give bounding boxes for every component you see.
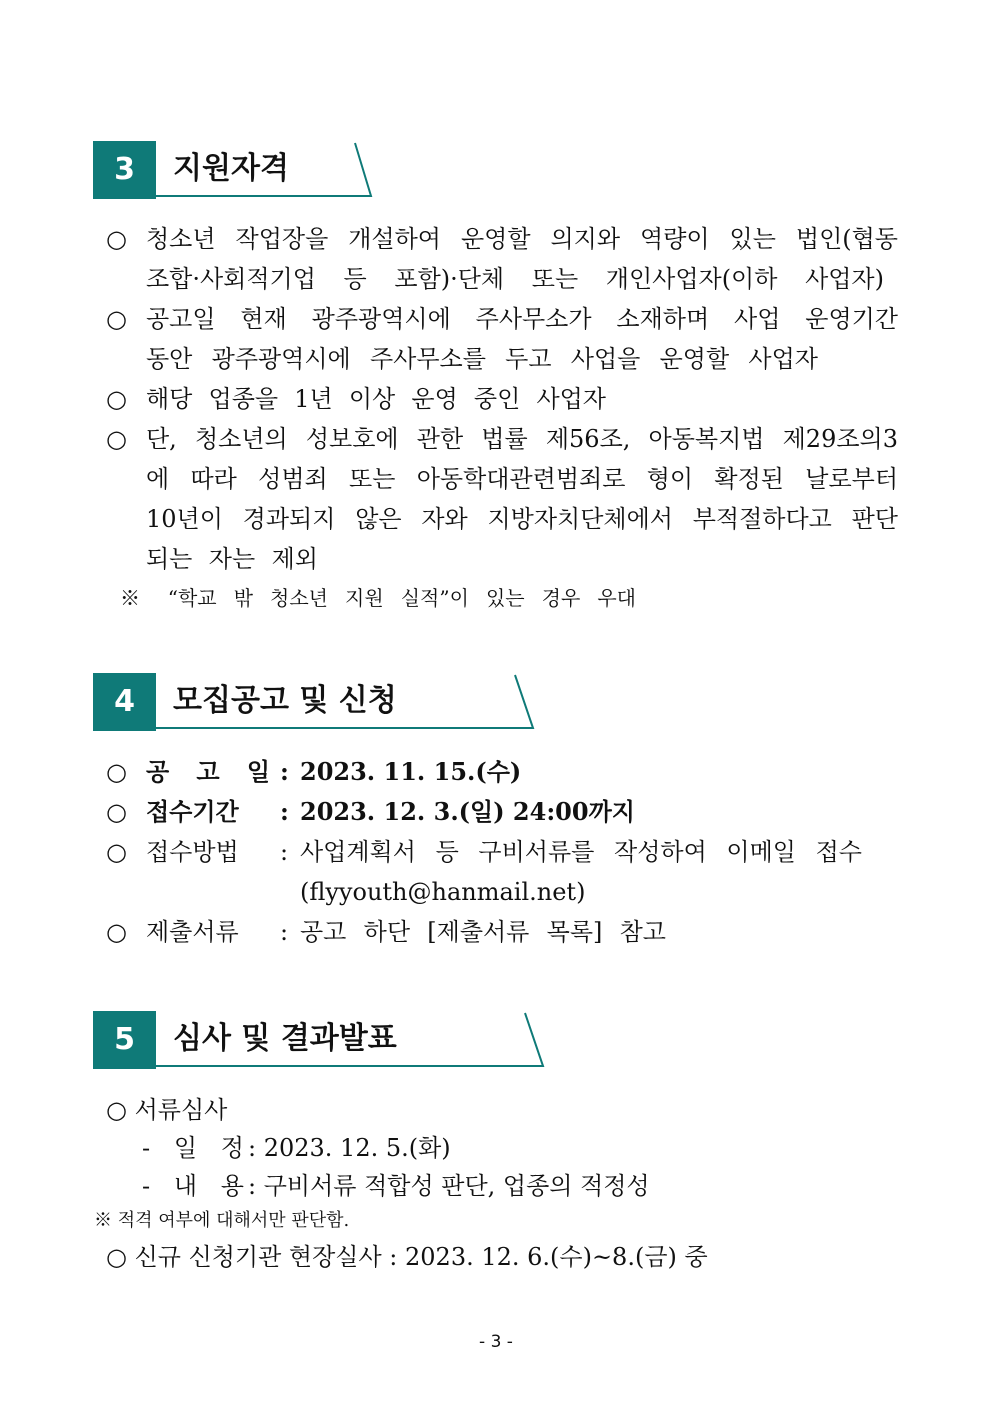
colon: :: [280, 797, 289, 826]
bullet: ○: [106, 305, 127, 333]
bullet: ○: [106, 225, 127, 253]
list-item: ○ 신규 신청기관 현장실사 : 2023. 12. 6.(수)~8.(금) 중: [106, 1243, 708, 1271]
list-item-line: 에 따라 성범죄 또는 아동학대관련범죄로 형이 확정된 날로부터: [146, 465, 898, 493]
row-value: 사업계획서 등 구비서류를 작성하여 이메일 접수: [300, 838, 862, 866]
list-item: ○ 서류심사: [106, 1096, 228, 1124]
list-item-line: 되는 자는 제외: [146, 545, 318, 573]
row-label: 제출서류: [146, 918, 239, 946]
bullet: ○: [106, 385, 127, 413]
bullet: ○: [106, 918, 127, 946]
list-item-line: 10년이 경과되지 않은 자와 지방자치단체에서 부적절하다고 판단: [146, 505, 898, 533]
list-item-line: 청소년 작업장을 개설하여 운영할 의지와 역량이 있는 법인(협동: [146, 225, 898, 253]
list-item-line: 조합·사회적기업 등 포함)·단체 또는 개인사업자(이하 사업자): [146, 265, 884, 293]
list-item-line: 공고일 현재 광주광역시에 주사무소가 소재하며 사업 운영기간: [146, 305, 898, 333]
sub-item-value: : 2023. 12. 5.(화): [248, 1134, 451, 1162]
sub-item-value: : 구비서류 적합성 판단, 업종의 적정성: [248, 1172, 650, 1200]
row-value-email: (flyyouth@hanmail.net): [300, 878, 586, 906]
row-label: 접수방법: [146, 838, 239, 866]
sub-item-label: - 내 용: [142, 1172, 244, 1200]
list-item-line: 동안 광주광역시에 주사무소를 두고 사업을 운영할 사업자: [146, 345, 818, 373]
page-number: - 3 -: [479, 1332, 513, 1352]
list-item-line: 단, 청소년의 성보호에 관한 법률 제56조, 아동복지법 제29조의3: [146, 425, 898, 453]
bullet: ○: [106, 757, 127, 786]
section-4-number: 4: [93, 673, 156, 731]
colon: :: [280, 757, 289, 786]
row-value: 2023. 12. 3.(일) 24:00까지: [300, 797, 635, 826]
row-label: 공 고 일: [146, 757, 270, 786]
section-5-number: 5: [93, 1011, 156, 1069]
bullet: ○: [106, 797, 127, 826]
row-label: 접수기간: [146, 797, 239, 826]
colon: :: [280, 838, 289, 866]
row-value: 2023. 11. 15.(수): [300, 757, 522, 786]
section-5-title: 심사 및 결과발표: [173, 1021, 397, 1056]
sub-item-label: - 일 정: [142, 1134, 244, 1162]
bullet: ○: [106, 425, 127, 453]
section-5-note: ※ 적격 여부에 대해서만 판단함.: [94, 1210, 350, 1231]
section-3-title: 지원자격: [173, 151, 289, 186]
colon: :: [280, 918, 289, 946]
section-4-title: 모집공고 및 신청: [173, 683, 397, 718]
list-item-line: 해당 업종을 1년 이상 운영 중인 사업자: [146, 385, 606, 413]
row-value: 공고 하단 [제출서류 목록] 참고: [300, 918, 666, 946]
bullet: ○: [106, 838, 127, 866]
section-3-note: ※ “학교 밖 청소년 지원 실적”이 있는 경우 우대: [120, 586, 636, 610]
section-3-number: 3: [93, 141, 156, 199]
